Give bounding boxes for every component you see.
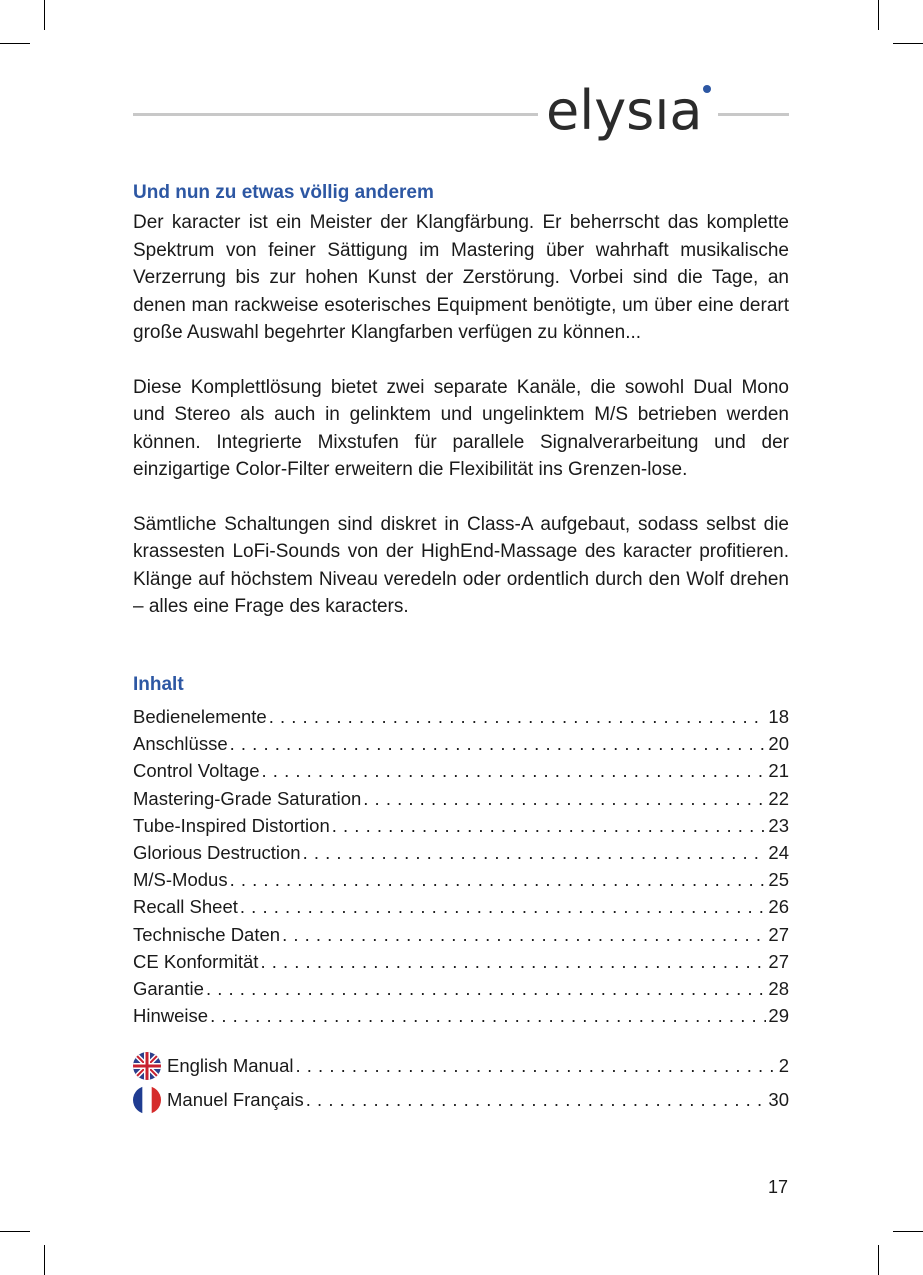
crop-mark: [893, 1231, 923, 1232]
intro-heading: Und nun zu etwas völlig anderem: [133, 182, 434, 203]
crop-mark: [44, 0, 45, 30]
crop-mark: [893, 43, 923, 44]
manual-page: 30: [768, 1089, 789, 1111]
page-number: 17: [768, 1177, 789, 1197]
toc-row[interactable]: [133, 757, 789, 784]
toc-label: Hinweise: [133, 1005, 209, 1027]
toc-page: 27: [768, 950, 789, 972]
toc-label: M/S-Modus: [133, 869, 228, 891]
toc-label: CE Konformität: [133, 950, 259, 972]
table-of-contents: [133, 703, 789, 1117]
toc-leader: [296, 1055, 777, 1077]
toc-label: Recall Sheet: [133, 896, 238, 918]
toc-page: 25: [768, 869, 789, 891]
toc-row[interactable]: [133, 975, 789, 1002]
header-rule-left: [133, 113, 538, 116]
toc-row[interactable]: [133, 785, 789, 812]
toc-label: Tube-Inspired Distortion: [133, 814, 330, 836]
contents-heading: Inhalt: [133, 674, 184, 695]
manual-link-english[interactable]: [133, 1049, 789, 1083]
toc-page: 27: [768, 923, 789, 945]
fr-flag-icon: [133, 1086, 161, 1114]
manual-label: Manuel Français: [167, 1089, 304, 1111]
toc-row[interactable]: [133, 703, 789, 730]
toc-leader: [230, 730, 767, 757]
toc-label: Technische Daten: [133, 923, 281, 945]
toc-row[interactable]: [133, 730, 789, 757]
toc-leader: [269, 703, 767, 730]
toc-page: 20: [768, 733, 789, 755]
brand-logo: elysıa: [546, 79, 703, 142]
manual-page: 2: [778, 1055, 789, 1077]
toc-label: Mastering-Grade Saturation: [133, 787, 362, 809]
toc-row[interactable]: [133, 921, 789, 948]
crop-mark: [0, 43, 30, 44]
manual-link-french[interactable]: [133, 1083, 789, 1117]
toc-row[interactable]: [133, 948, 789, 975]
toc-row[interactable]: [133, 812, 789, 839]
header-rule-right: [718, 113, 789, 116]
uk-flag-icon: [133, 1052, 161, 1080]
toc-label: Anschlüsse: [133, 733, 228, 755]
toc-label: Control Voltage: [133, 760, 260, 782]
toc-leader: [210, 1002, 766, 1029]
toc-page: 26: [768, 896, 789, 918]
toc-page: 29: [768, 1005, 789, 1027]
toc-leader: [230, 866, 767, 893]
toc-page: 22: [768, 787, 789, 809]
toc-label: Garantie: [133, 977, 204, 999]
toc-leader: [282, 921, 766, 948]
toc-row[interactable]: [133, 839, 789, 866]
toc-page: 23: [768, 814, 789, 836]
toc-row[interactable]: [133, 893, 789, 920]
toc-leader: [260, 948, 766, 975]
toc-leader: [262, 757, 767, 784]
toc-leader: [303, 839, 767, 866]
toc-page: 28: [768, 977, 789, 999]
toc-page: 18: [768, 706, 789, 727]
toc-leader: [240, 893, 767, 920]
intro-section: [133, 181, 789, 621]
toc-label: Glorious Destruction: [133, 841, 301, 863]
crop-mark: [44, 1245, 45, 1275]
toc-page: 24: [768, 841, 789, 863]
toc-page: 21: [768, 760, 789, 782]
toc-label: Bedienelemente: [133, 706, 267, 727]
contents-heading-wrap: [133, 673, 789, 697]
crop-mark: [878, 0, 879, 30]
toc-leader: [363, 785, 766, 812]
logo-dot-icon: [703, 85, 711, 93]
toc-row[interactable]: [133, 1002, 789, 1029]
intro-paragraph-3: Sämtliche Schaltungen sind diskret in Class-A aufgebaut, sodass selbst die krassesten LoFi-Sounds von der HighEnd-Massage des karacter profitieren. Klänge auf höchstem Niveau veredeln oder ordentlich durch den Wolf drehen – alles eine Frage des karacters.: [133, 513, 789, 617]
intro-paragraph-1: Der karacter ist ein Meister der Klangfärbung. Er beherrscht das komplette Spektrum von feiner Sättigung im Mastering über wahrhaft musikalische Verzerrung bis zur hohen Kunst der Zerstörung. Vorbei sind die Tage, an denen man rackweise esoterisches Equipment benötigte, um über eine derart große Auswahl begehrter Klangfarben verfügen zu können...: [133, 212, 789, 343]
toc-leader: [306, 1089, 767, 1111]
crop-mark: [0, 1231, 30, 1232]
toc-leader: [332, 812, 767, 839]
intro-paragraph-2: Diese Komplettlösung bietet zwei separate Kanäle, die sowohl Dual Mono und Stereo als auch in gelinktem und ungelinktem M/S betrieben werden können. Integrierte Mixstufen für parallele Signalverarbeitung und der einzigartige Color-Filter erweitern die Flexibilität ins Grenzen-lose.: [133, 376, 789, 480]
toc-row[interactable]: [133, 866, 789, 893]
manual-label: English Manual: [167, 1055, 294, 1077]
toc-leader: [206, 975, 766, 1002]
crop-mark: [878, 1245, 879, 1275]
